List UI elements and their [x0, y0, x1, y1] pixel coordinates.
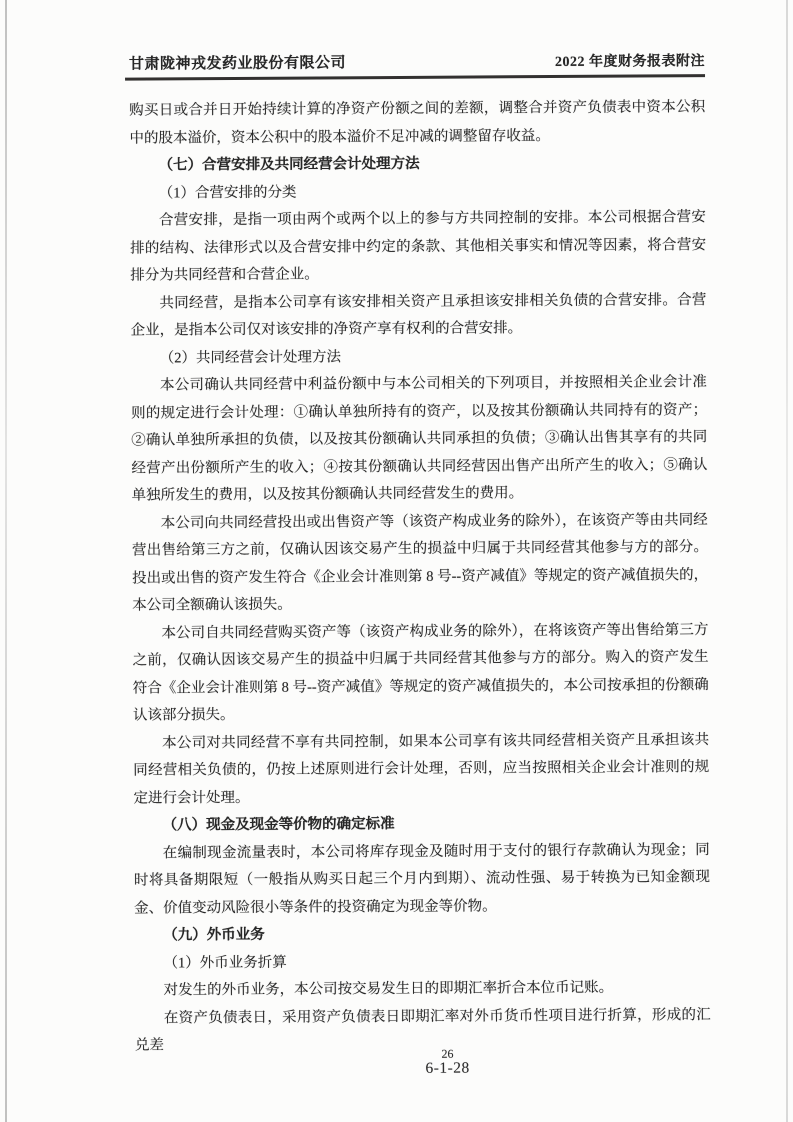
paragraph: 共同经营，是指本公司享有该安排相关资产且承担该安排相关负债的合营安排。合营企业，是指本公司仅对该安排的净资产享有权利的合营安排。 — [130, 291, 707, 339]
paragraph: 在编制现金流量表时，本公司将库存现金及随时用于支付的银行存款确认为现金；同时将具备期限短（一般指从购买日起三个月内到期）、流动性强、易于转换为已知金额现金、价值变动风险很小等条件的投资确定为现金等价物。 — [133, 841, 710, 917]
header-rule — [125, 74, 705, 80]
document-page-code: 6-1-28 — [425, 1059, 470, 1077]
report-title: 2022 年度财务报表附注 — [554, 54, 706, 71]
paragraph: 购买日或合并日开始持续计算的净资产份额之间的差额，调整合并资产负债表中资本公积中的股本溢价，资本公积中的股本溢价不足冲减的调整留存收益。 — [129, 99, 706, 147]
paragraph: 本公司向共同经营投出或出售资产等（该资产构成业务的除外），在该资产等由共同经营出售给第三方之前，仅确认因该交易产生的损益中归属于共同经营其他参与方的部分。投出或出售的资产发生符合《企业会计准则第 8 号--资产减值》等规定的资产减值损失的，本公司全额确认该损失。 — [131, 511, 709, 614]
page-header — [129, 49, 705, 74]
paragraph: 本公司确认共同经营中利益份额中与本公司相关的下列项目，并按照相关企业会计准则的规定进行会计处理：①确认单独所持有的资产，以及按其份额确认共同持有的资产；②确认单独所承担的负债，以及按其份额确认共同承担的负债；③确认出售其享有的共同经营产出份额所产生的收入；④按其份额确认共同经营因出售产出所产生的收入；⑤确认单独所发生的费用，以及按其份额确认共同经营发生的费用。 — [131, 374, 708, 504]
paragraph: 在资产负债表日，采用资产负债表日即期汇率对外币货币性项目进行折算，形成的汇兑差 — [134, 1006, 711, 1054]
sub-heading: （1）外币业务折算 — [163, 954, 287, 971]
paragraph: 本公司自共同经营购买资产等（该资产构成业务的除外），在将该资产等出售给第三方之前，仅确认因该交易产生的损益中归属于共同经营其他参与方的部分。购入的资产发生符合《企业会计准则第 8 号--资产减值》等规定的资产减值损失的，本公司按承担的份额确认该部分损失。 — [132, 621, 709, 724]
section-heading: （九）外币业务 — [163, 926, 265, 944]
paragraph: 对发生的外币业务，本公司按交易发生日的即期汇率折合本位币记账。 — [163, 979, 614, 999]
section-heading: （八）现金及现金等价物的确定标准 — [162, 816, 395, 834]
document-body — [129, 94, 711, 1060]
page-number: 26 — [441, 1046, 454, 1061]
paragraph: 合营安排，是指一项由两个或两个以上的参与方共同控制的安排。本公司根据合营安排的结构、法律形式以及合营安排中约定的条款、其他相关事实和情况等因素，将合营安排分为共同经营和合营企业。 — [130, 209, 707, 284]
sub-heading: （2）共同经营会计处理方法 — [159, 348, 342, 366]
company-name: 甘肃陇神戎发药业股份有限公司 — [128, 55, 347, 73]
section-heading: （七）合营安排及共同经营会计处理方法 — [158, 155, 420, 174]
page-footer — [3, 1046, 793, 1080]
sub-heading: （1）合营安排的分类 — [158, 184, 297, 201]
paragraph: 本公司对共同经营不享有共同控制，如果本公司享有该共同经营相关资产且承担该共同经营相关负债的，仍按上述原则进行会计处理，否则，应当按照相关企业会计准则的规定进行会计处理。 — [133, 731, 710, 807]
